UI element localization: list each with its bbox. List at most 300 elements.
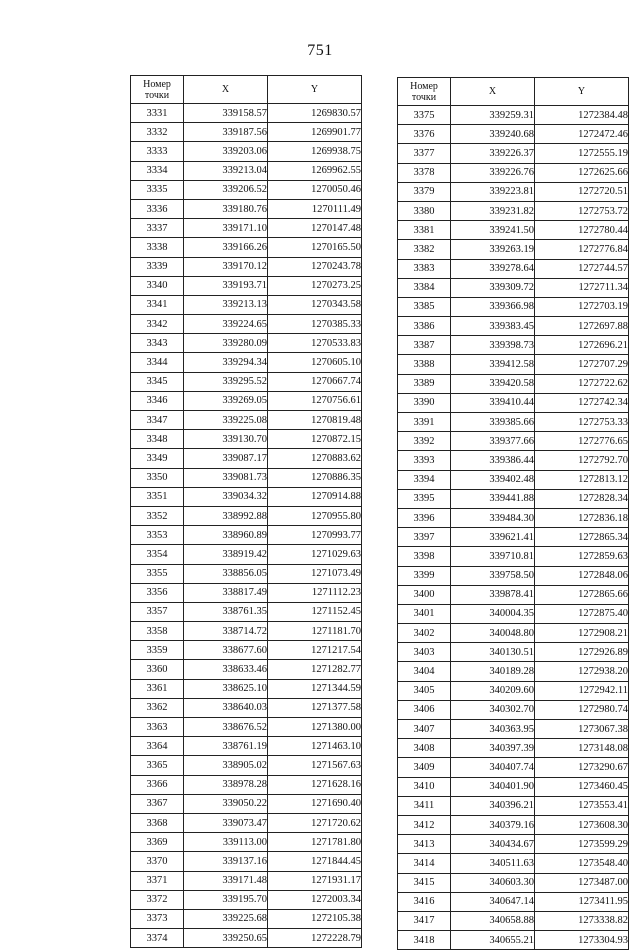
cell-y: 1272703.19	[535, 297, 629, 316]
cell-x: 338677.60	[184, 641, 268, 660]
cell-point-number: 3417	[398, 911, 451, 930]
cell-x: 339366.98	[451, 297, 535, 316]
table-row	[131, 583, 362, 602]
cell-point-number: 3410	[398, 777, 451, 796]
cell-point-number: 3379	[398, 182, 451, 201]
cell-x: 339295.52	[184, 372, 268, 391]
table-row	[131, 123, 362, 142]
cell-x: 339203.06	[184, 142, 268, 161]
cell-x: 340434.67	[451, 835, 535, 854]
cell-x: 339130.70	[184, 430, 268, 449]
table-row	[131, 487, 362, 506]
cell-point-number: 3355	[131, 564, 184, 583]
cell-x: 339398.73	[451, 336, 535, 355]
cell-point-number: 3384	[398, 278, 451, 297]
cell-x: 339171.48	[184, 871, 268, 890]
cell-x: 339263.19	[451, 240, 535, 259]
table-row	[398, 777, 629, 796]
table-row	[398, 911, 629, 930]
table-row	[131, 199, 362, 218]
cell-point-number: 3352	[131, 506, 184, 525]
cell-point-number: 3341	[131, 295, 184, 314]
cell-y: 1271844.45	[268, 852, 362, 871]
cell-y: 1271181.70	[268, 622, 362, 641]
cell-x: 339441.88	[451, 489, 535, 508]
cell-x: 339226.37	[451, 144, 535, 163]
cell-y: 1273338.82	[535, 911, 629, 930]
cell-y: 1273411.95	[535, 892, 629, 911]
cell-y: 1270273.25	[268, 276, 362, 295]
table-row	[131, 737, 362, 756]
cell-x: 339213.13	[184, 295, 268, 314]
table-row	[131, 602, 362, 621]
coordinates-table-right	[397, 77, 629, 950]
cell-y: 1272384.48	[535, 106, 629, 125]
cell-y: 1273599.29	[535, 835, 629, 854]
table-row	[398, 393, 629, 412]
table-row	[398, 336, 629, 355]
cell-y: 1271152.45	[268, 602, 362, 621]
table-row	[131, 295, 362, 314]
table-row	[398, 873, 629, 892]
table-row	[398, 278, 629, 297]
table-row	[398, 720, 629, 739]
cell-x: 339087.17	[184, 449, 268, 468]
cell-x: 339170.12	[184, 257, 268, 276]
table-row	[398, 566, 629, 585]
cell-x: 338640.03	[184, 698, 268, 717]
cell-y: 1271112.23	[268, 583, 362, 602]
header-point-number	[398, 78, 451, 106]
table-row	[398, 854, 629, 873]
cell-point-number: 3416	[398, 892, 451, 911]
table-row	[131, 698, 362, 717]
table-row	[398, 892, 629, 911]
table-row	[398, 681, 629, 700]
cell-x: 339213.04	[184, 161, 268, 180]
cell-x: 339269.05	[184, 391, 268, 410]
table-row	[131, 334, 362, 353]
table-row	[398, 931, 629, 950]
cell-point-number: 3406	[398, 700, 451, 719]
cell-point-number: 3359	[131, 641, 184, 660]
cell-x: 339171.10	[184, 219, 268, 238]
cell-point-number: 3399	[398, 566, 451, 585]
cell-x: 339225.68	[184, 909, 268, 928]
cell-x: 340397.39	[451, 739, 535, 758]
cell-y: 1270111.49	[268, 199, 362, 218]
table-row	[131, 276, 362, 295]
cell-point-number: 3388	[398, 355, 451, 374]
cell-y: 1272555.19	[535, 144, 629, 163]
header-point-line2: точки	[411, 91, 437, 103]
cell-x: 339158.57	[184, 104, 268, 123]
table-row	[131, 545, 362, 564]
cell-point-number: 3408	[398, 739, 451, 758]
cell-y: 1271720.62	[268, 813, 362, 832]
cell-x: 338960.89	[184, 526, 268, 545]
table-row	[131, 794, 362, 813]
cell-y: 1272848.06	[535, 566, 629, 585]
cell-y: 1272753.72	[535, 201, 629, 220]
cell-y: 1269962.55	[268, 161, 362, 180]
table-row	[131, 564, 362, 583]
cell-point-number: 3376	[398, 125, 451, 144]
cell-point-number: 3361	[131, 679, 184, 698]
cell-point-number: 3343	[131, 334, 184, 353]
cell-y: 1270385.33	[268, 315, 362, 334]
table-row	[131, 718, 362, 737]
cell-x: 339377.66	[451, 432, 535, 451]
cell-point-number: 3400	[398, 585, 451, 604]
cell-y: 1272865.34	[535, 528, 629, 547]
cell-point-number: 3392	[398, 432, 451, 451]
table-row	[398, 758, 629, 777]
cell-y: 1272722.62	[535, 374, 629, 393]
cell-point-number: 3415	[398, 873, 451, 892]
cell-x: 338817.49	[184, 583, 268, 602]
cell-y: 1272859.63	[535, 547, 629, 566]
cell-y: 1272744.57	[535, 259, 629, 278]
cell-x: 338978.28	[184, 775, 268, 794]
cell-x: 339225.08	[184, 411, 268, 430]
table-row	[131, 890, 362, 909]
cell-x: 339206.52	[184, 180, 268, 199]
cell-y: 1272742.34	[535, 393, 629, 412]
table-row	[131, 679, 362, 698]
cell-y: 1272707.29	[535, 355, 629, 374]
table-row	[398, 432, 629, 451]
cell-point-number: 3397	[398, 528, 451, 547]
cell-point-number: 3391	[398, 413, 451, 432]
cell-y: 1271029.63	[268, 545, 362, 564]
cell-y: 1273553.41	[535, 796, 629, 815]
cell-y: 1270756.61	[268, 391, 362, 410]
table-row	[131, 622, 362, 641]
coordinates-table-left	[130, 75, 362, 948]
cell-x: 339137.16	[184, 852, 268, 871]
table-row	[398, 835, 629, 854]
table-row	[131, 871, 362, 890]
table-row	[398, 221, 629, 240]
cell-y: 1271781.80	[268, 833, 362, 852]
table-row	[131, 449, 362, 468]
table-row	[398, 182, 629, 201]
cell-point-number: 3381	[398, 221, 451, 240]
table-row	[131, 353, 362, 372]
cell-x: 339621.41	[451, 528, 535, 547]
cell-x: 340401.90	[451, 777, 535, 796]
cell-x: 339166.26	[184, 238, 268, 257]
cell-point-number: 3346	[131, 391, 184, 410]
cell-x: 339195.70	[184, 890, 268, 909]
cell-x: 339309.72	[451, 278, 535, 297]
header-point-line2: точки	[144, 89, 170, 101]
cell-point-number: 3335	[131, 180, 184, 199]
cell-point-number: 3375	[398, 106, 451, 125]
cell-point-number: 3336	[131, 199, 184, 218]
cell-x: 340048.80	[451, 624, 535, 643]
cell-point-number: 3389	[398, 374, 451, 393]
table-row	[131, 372, 362, 391]
cell-y: 1270050.46	[268, 180, 362, 199]
cell-y: 1272836.18	[535, 508, 629, 527]
cell-point-number: 3368	[131, 813, 184, 832]
table-row	[131, 813, 362, 832]
cell-point-number: 3395	[398, 489, 451, 508]
table-header-row	[398, 78, 629, 106]
cell-point-number: 3351	[131, 487, 184, 506]
cell-y: 1272980.74	[535, 700, 629, 719]
cell-y: 1270886.35	[268, 468, 362, 487]
cell-y: 1271463.10	[268, 737, 362, 756]
cell-point-number: 3386	[398, 317, 451, 336]
cell-x: 339223.81	[451, 182, 535, 201]
cell-y: 1273304.93	[535, 931, 629, 950]
cell-point-number: 3390	[398, 393, 451, 412]
cell-y: 1272697.88	[535, 317, 629, 336]
cell-x: 339240.68	[451, 125, 535, 144]
table-header-row	[131, 76, 362, 104]
cell-y: 1272813.12	[535, 470, 629, 489]
cell-x: 339180.76	[184, 199, 268, 218]
cell-point-number: 3409	[398, 758, 451, 777]
cell-y: 1273608.30	[535, 815, 629, 834]
table-row	[398, 201, 629, 220]
cell-y: 1271217.54	[268, 641, 362, 660]
cell-point-number: 3337	[131, 219, 184, 238]
table-row	[131, 391, 362, 410]
table-row	[398, 240, 629, 259]
table-row	[131, 929, 362, 948]
cell-point-number: 3367	[131, 794, 184, 813]
cell-x: 340511.63	[451, 854, 535, 873]
cell-x: 340658.88	[451, 911, 535, 930]
table-row	[398, 547, 629, 566]
header-point-line1: Номер	[143, 78, 171, 90]
cell-point-number: 3380	[398, 201, 451, 220]
cell-point-number: 3363	[131, 718, 184, 737]
table-row	[131, 641, 362, 660]
cell-point-number: 3404	[398, 662, 451, 681]
cell-x: 338856.05	[184, 564, 268, 583]
cell-x: 339113.00	[184, 833, 268, 852]
header-x: X	[184, 76, 268, 104]
cell-y: 1272696.21	[535, 336, 629, 355]
header-y: Y	[535, 78, 629, 106]
cell-point-number: 3373	[131, 909, 184, 928]
cell-y: 1270667.74	[268, 372, 362, 391]
cell-y: 1270872.15	[268, 430, 362, 449]
cell-point-number: 3412	[398, 815, 451, 834]
table-row	[398, 489, 629, 508]
table-row	[131, 411, 362, 430]
cell-y: 1270883.62	[268, 449, 362, 468]
cell-y: 1270147.48	[268, 219, 362, 238]
cell-point-number: 3356	[131, 583, 184, 602]
cell-point-number: 3387	[398, 336, 451, 355]
cell-point-number: 3371	[131, 871, 184, 890]
table-row	[131, 506, 362, 525]
cell-point-number: 3334	[131, 161, 184, 180]
cell-x: 338714.72	[184, 622, 268, 641]
cell-x: 339259.31	[451, 106, 535, 125]
table-row	[131, 104, 362, 123]
table-row	[398, 796, 629, 815]
table-row	[398, 317, 629, 336]
cell-x: 340603.30	[451, 873, 535, 892]
cell-x: 339410.44	[451, 393, 535, 412]
cell-point-number: 3358	[131, 622, 184, 641]
cell-point-number: 3349	[131, 449, 184, 468]
cell-x: 339187.56	[184, 123, 268, 142]
cell-point-number: 3405	[398, 681, 451, 700]
cell-x: 338761.19	[184, 737, 268, 756]
cell-x: 339034.32	[184, 487, 268, 506]
cell-x: 340004.35	[451, 604, 535, 623]
cell-y: 1272003.34	[268, 890, 362, 909]
cell-x: 338992.88	[184, 506, 268, 525]
cell-y: 1269901.77	[268, 123, 362, 142]
table-row	[398, 470, 629, 489]
cell-y: 1271073.49	[268, 564, 362, 583]
cell-point-number: 3396	[398, 508, 451, 527]
cell-y: 1273487.00	[535, 873, 629, 892]
cell-point-number: 3350	[131, 468, 184, 487]
cell-point-number: 3365	[131, 756, 184, 775]
table-row	[398, 451, 629, 470]
cell-x: 340647.14	[451, 892, 535, 911]
table-row	[398, 297, 629, 316]
table-row	[131, 430, 362, 449]
cell-x: 339385.66	[451, 413, 535, 432]
cell-x: 339280.09	[184, 334, 268, 353]
cell-point-number: 3393	[398, 451, 451, 470]
cell-x: 339278.64	[451, 259, 535, 278]
cell-x: 339294.34	[184, 353, 268, 372]
cell-point-number: 3414	[398, 854, 451, 873]
cell-x: 339386.44	[451, 451, 535, 470]
cell-point-number: 3378	[398, 163, 451, 182]
table-row	[131, 257, 362, 276]
cell-point-number: 3369	[131, 833, 184, 852]
header-point-number	[131, 76, 184, 104]
cell-point-number: 3364	[131, 737, 184, 756]
cell-x: 339402.48	[451, 470, 535, 489]
cell-x: 338676.52	[184, 718, 268, 737]
table-row	[398, 413, 629, 432]
table-row	[131, 238, 362, 257]
cell-y: 1272776.84	[535, 240, 629, 259]
cell-x: 339250.65	[184, 929, 268, 948]
cell-x: 339710.81	[451, 547, 535, 566]
table-row	[131, 468, 362, 487]
cell-x: 339231.82	[451, 201, 535, 220]
cell-x: 339073.47	[184, 813, 268, 832]
cell-x: 338919.42	[184, 545, 268, 564]
table-row	[398, 528, 629, 547]
cell-point-number: 3372	[131, 890, 184, 909]
cell-y: 1273460.45	[535, 777, 629, 796]
cell-x: 339081.73	[184, 468, 268, 487]
cell-y: 1272792.70	[535, 451, 629, 470]
cell-point-number: 3362	[131, 698, 184, 717]
cell-point-number: 3345	[131, 372, 184, 391]
cell-point-number: 3347	[131, 411, 184, 430]
cell-y: 1272720.51	[535, 182, 629, 201]
cell-x: 338625.10	[184, 679, 268, 698]
cell-x: 339226.76	[451, 163, 535, 182]
cell-point-number: 3344	[131, 353, 184, 372]
table-row	[398, 700, 629, 719]
cell-y: 1272875.40	[535, 604, 629, 623]
cell-x: 339878.41	[451, 585, 535, 604]
cell-point-number: 3342	[131, 315, 184, 334]
table-row	[131, 526, 362, 545]
header-x: X	[451, 78, 535, 106]
table-row	[131, 161, 362, 180]
cell-y: 1270243.78	[268, 257, 362, 276]
cell-x: 339050.22	[184, 794, 268, 813]
table-row	[398, 643, 629, 662]
table-row	[398, 739, 629, 758]
cell-y: 1272780.44	[535, 221, 629, 240]
cell-y: 1271931.17	[268, 871, 362, 890]
cell-x: 339412.58	[451, 355, 535, 374]
cell-y: 1272753.33	[535, 413, 629, 432]
table-row	[398, 662, 629, 681]
cell-x: 339224.65	[184, 315, 268, 334]
cell-x: 340302.70	[451, 700, 535, 719]
table-row	[131, 909, 362, 928]
cell-y: 1270955.80	[268, 506, 362, 525]
cell-y: 1270819.48	[268, 411, 362, 430]
cell-y: 1272105.38	[268, 909, 362, 928]
cell-x: 339484.30	[451, 508, 535, 527]
cell-point-number: 3403	[398, 643, 451, 662]
cell-x: 339758.50	[451, 566, 535, 585]
cell-point-number: 3401	[398, 604, 451, 623]
cell-point-number: 3331	[131, 104, 184, 123]
cell-y: 1271344.59	[268, 679, 362, 698]
cell-y: 1273548.40	[535, 854, 629, 873]
table-row	[398, 815, 629, 834]
table-row	[131, 852, 362, 871]
cell-x: 339193.71	[184, 276, 268, 295]
cell-y: 1270605.10	[268, 353, 362, 372]
cell-x: 340407.74	[451, 758, 535, 777]
table-row	[131, 142, 362, 161]
table-row	[131, 833, 362, 852]
cell-point-number: 3374	[131, 929, 184, 948]
cell-y: 1273148.08	[535, 739, 629, 758]
cell-y: 1271282.77	[268, 660, 362, 679]
table-row	[131, 775, 362, 794]
cell-x: 340130.51	[451, 643, 535, 662]
cell-point-number: 3383	[398, 259, 451, 278]
table-row	[398, 604, 629, 623]
cell-y: 1272828.34	[535, 489, 629, 508]
cell-y: 1269830.57	[268, 104, 362, 123]
cell-x: 340189.28	[451, 662, 535, 681]
cell-point-number: 3370	[131, 852, 184, 871]
cell-point-number: 3366	[131, 775, 184, 794]
cell-x: 338633.46	[184, 660, 268, 679]
cell-point-number: 3385	[398, 297, 451, 316]
cell-x: 340363.95	[451, 720, 535, 739]
cell-point-number: 3338	[131, 238, 184, 257]
cell-x: 340655.21	[451, 931, 535, 950]
